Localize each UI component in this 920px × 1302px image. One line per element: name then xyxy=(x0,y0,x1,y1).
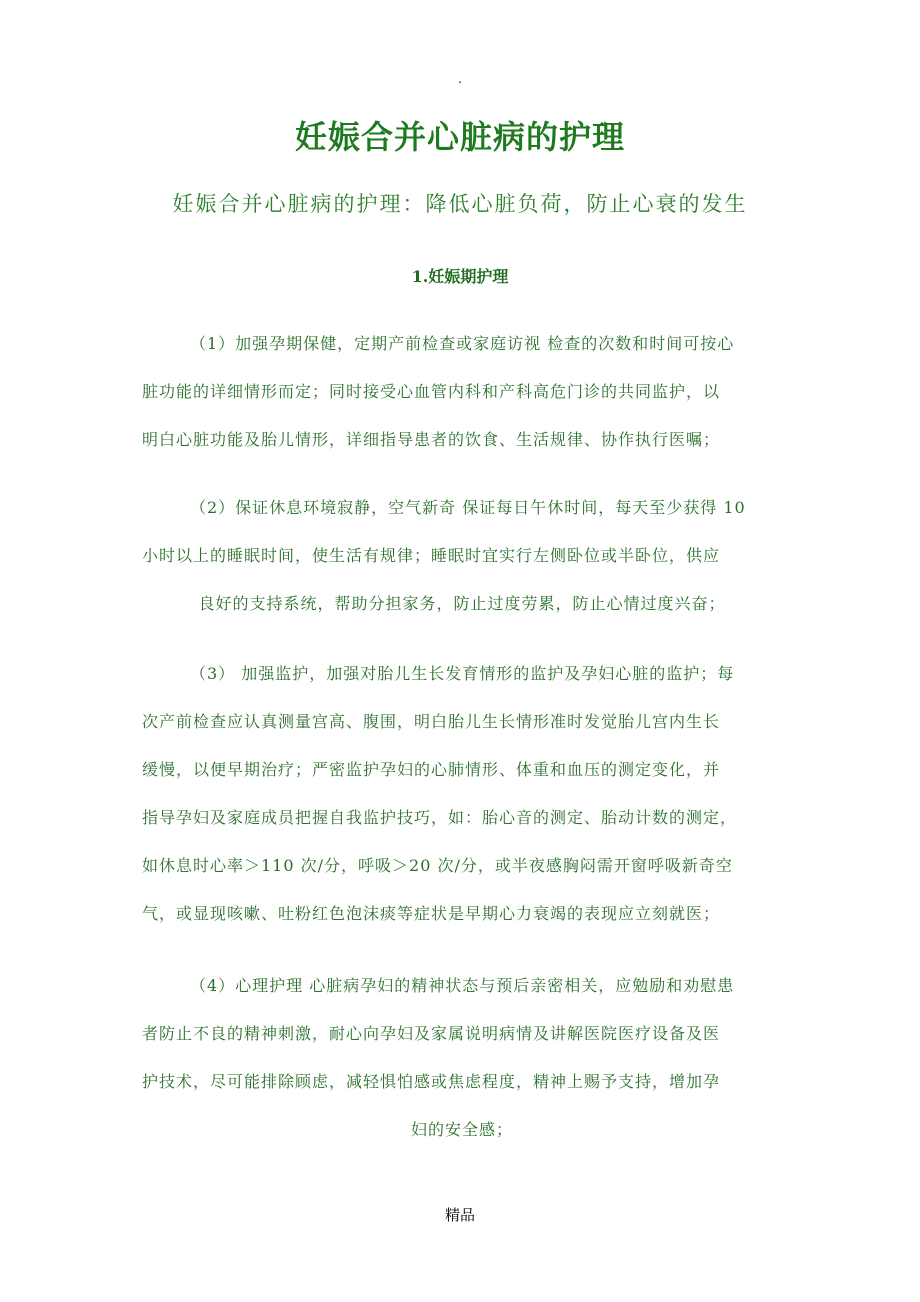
paragraph-line: 者防止不良的精神刺激，耐心向孕妇及家属说明病情及讲解医院医疗设备及医 xyxy=(142,1024,721,1043)
paragraph-line: （3） 加强监护，加强对胎儿生长发育情形的监护及孕妇心脏的监护；每 xyxy=(190,664,735,683)
page-title: 妊娠合并心脏病的护理 xyxy=(294,118,625,156)
page-subtitle: 妊娠合并心脏病的护理：降低心脏负荷，防止心衰的发生 xyxy=(172,192,748,216)
paragraph-line: 明白心脏功能及胎儿情形，详细指导患者的饮食、生活规律、协作执行医嘱； xyxy=(142,430,721,449)
paragraph-4 xyxy=(142,962,782,1154)
paragraph-line: 良好的支持系统，帮助分担家务，防止过度劳累，防止心情过度兴奋； xyxy=(198,594,726,613)
paragraph-line: （1）加强孕期保健，定期产前检查或家庭访视 检查的次数和时间可按心 xyxy=(190,334,735,353)
paragraph-3 xyxy=(142,650,782,938)
paragraph-line: 妇的安全感； xyxy=(410,1120,513,1139)
page-footer: 精品 xyxy=(444,1206,475,1224)
paragraph-line: 气，或显现咳嗽、吐粉红色泡沫痰等症状是早期心力衰竭的表现应立刻就医； xyxy=(142,904,721,923)
paragraph-2 xyxy=(142,484,782,628)
paragraph-line: 护技术，尽可能排除顾虑，减轻惧怕感或焦虑程度，精神上赐予支持，增加孕 xyxy=(142,1072,721,1091)
paragraph-line: 小时以上的睡眠时间，使生活有规律；睡眠时宜实行左侧卧位或半卧位，供应 xyxy=(142,546,721,565)
section-heading: 1.妊娠期护理 xyxy=(411,267,509,286)
paragraph-line: 如休息时心率＞110 次/分，呼吸＞20 次/分，或半夜感胸闷需开窗呼吸新奇空 xyxy=(142,856,733,875)
paragraph-line: 缓慢，以便早期治疗；严密监护孕妇的心肺情形、体重和血压的测定变化，并 xyxy=(142,760,721,779)
paragraph-line: 指导孕妇及家庭成员把握自我监护技巧，如：胎心音的测定、胎动计数的测定， xyxy=(142,808,738,827)
paragraph-line: 脏功能的详细情形而定；同时接受心血管内科和产科高危门诊的共同监护，以 xyxy=(142,382,721,401)
paragraph-1 xyxy=(142,320,782,464)
header-mark: . xyxy=(458,72,462,86)
paragraph-line: （2）保证休息环境寂静，空气新奇 保证每日午休时间，每天至少获得 10 xyxy=(190,498,746,517)
paragraph-line: （4）心理护理 心脏病孕妇的精神状态与预后亲密相关，应勉励和劝慰患 xyxy=(190,976,735,995)
paragraph-line: 次产前检查应认真测量宫高、腹围，明白胎儿生长情形准时发觉胎儿宫内生长 xyxy=(142,712,721,731)
